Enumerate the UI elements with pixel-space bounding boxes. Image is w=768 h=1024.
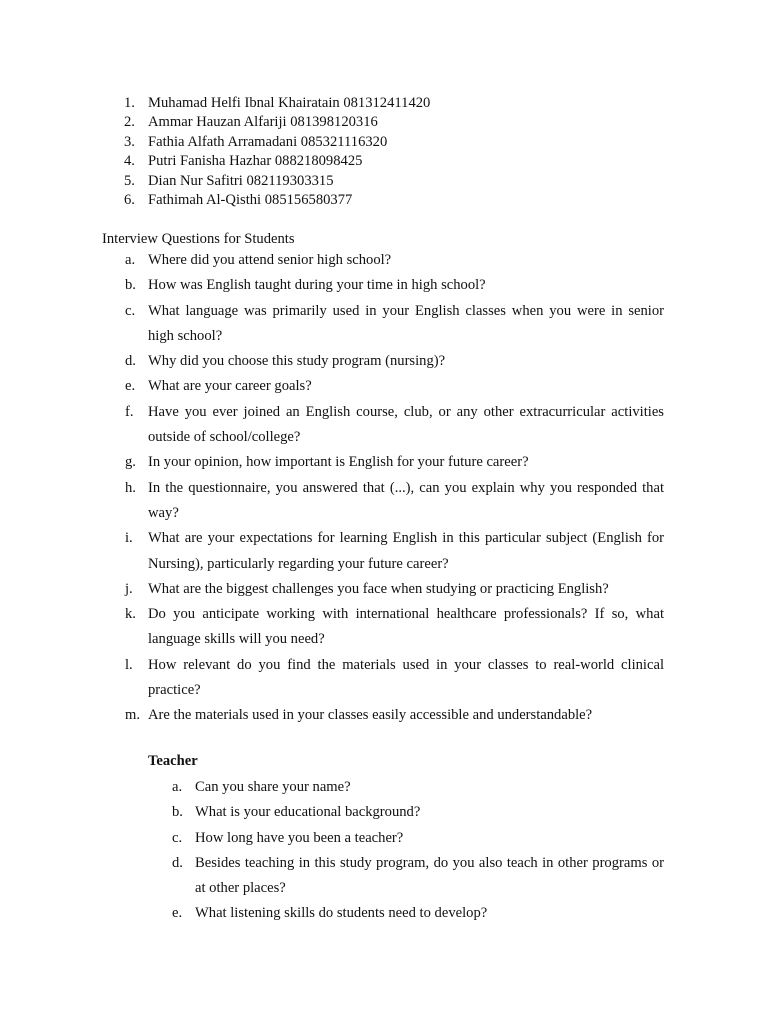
question-text: Where did you attend senior high school? <box>148 252 392 268</box>
list-letter: d. <box>125 353 136 370</box>
question-item <box>0 476 664 527</box>
list-letter: b. <box>172 804 183 821</box>
list-letter: c. <box>125 302 136 319</box>
list-letter: a. <box>125 252 136 268</box>
question-text: Have you ever joined an English course, club, or any other extracurricular activities outside of school/college? <box>148 403 664 446</box>
list-number: 5. <box>124 172 135 189</box>
list-letter: a. <box>172 779 183 795</box>
question-item <box>0 775 664 800</box>
list-number: 2. <box>124 114 135 131</box>
member-text: Fathimah Al-Qisthi 085156580377 <box>148 191 353 208</box>
question-text: In your opinion, how important is English for your future career? <box>148 454 529 471</box>
member-text: Fathia Alfath Arramadani 085321116320 <box>148 133 388 150</box>
list-number: 3. <box>124 133 135 150</box>
student-questions-list <box>0 248 768 729</box>
member-item <box>0 152 768 171</box>
question-item <box>0 851 664 902</box>
list-letter: b. <box>125 277 136 294</box>
question-text: What are your expectations for learning English in this particular subject (English for Nursing), particularly regarding your future career? <box>148 530 664 572</box>
list-letter: e. <box>172 905 183 922</box>
question-item <box>0 800 664 825</box>
list-letter: h. <box>125 479 136 496</box>
question-item <box>0 826 664 851</box>
question-item <box>0 349 664 374</box>
question-text: Are the materials used in your classes easily accessible and understandable? <box>148 707 593 724</box>
question-item <box>0 400 664 451</box>
list-letter: k. <box>125 606 136 623</box>
list-letter: l. <box>125 656 133 673</box>
list-number: 6. <box>124 191 135 208</box>
question-text: Do you anticipate working with international healthcare professionals? If so, what language skills will you need? <box>148 606 664 648</box>
question-item <box>0 653 664 704</box>
question-text: What listening skills do students need to develop? <box>195 905 488 922</box>
question-item <box>0 374 664 399</box>
question-item <box>0 450 664 475</box>
list-letter: m. <box>125 707 140 724</box>
question-text: What language was primarily used in your English classes when you were in senior high school? <box>148 302 664 344</box>
list-number: 4. <box>124 153 135 170</box>
list-letter: d. <box>172 854 183 871</box>
question-item <box>0 703 664 728</box>
member-item <box>0 94 768 113</box>
list-letter: f. <box>125 403 134 420</box>
teacher-questions-list <box>0 775 768 927</box>
member-item <box>0 172 768 191</box>
question-text: Can you share your name? <box>195 779 351 795</box>
question-text: How was English taught during your time in high school? <box>148 277 486 294</box>
question-text: Besides teaching in this study program, do you also teach in other programs or at other places? <box>195 854 664 897</box>
member-text: Muhamad Helfi Ibnal Khairatain 081312411420 <box>148 95 431 111</box>
member-text: Ammar Hauzan Alfariji 081398120316 <box>148 114 378 131</box>
list-letter: g. <box>125 454 136 471</box>
question-item <box>0 901 664 926</box>
list-letter: e. <box>125 378 136 395</box>
question-item <box>0 273 664 298</box>
member-text: Dian Nur Safitri 082119303315 <box>148 172 334 189</box>
question-text: What are your career goals? <box>148 378 312 395</box>
list-letter: c. <box>172 829 183 846</box>
question-text: Why did you choose this study program (nursing)? <box>148 353 446 370</box>
question-text: In the questionnaire, you answered that (...), can you explain why you responded that way? <box>148 479 664 521</box>
list-letter: j. <box>125 580 133 597</box>
question-item <box>0 602 664 653</box>
question-item <box>0 299 664 350</box>
question-text: How relevant do you find the materials used in your classes to real-world clinical practice? <box>148 656 664 699</box>
question-item <box>0 577 664 602</box>
question-item <box>0 248 664 273</box>
teacher-section-heading: Teacher <box>148 753 198 769</box>
question-text: How long have you been a teacher? <box>195 829 404 846</box>
member-text: Putri Fanisha Hazhar 088218098425 <box>148 153 363 170</box>
students-section-heading: Interview Questions for Students <box>102 231 295 247</box>
member-item <box>0 133 768 152</box>
question-text: What is your educational background? <box>195 804 421 821</box>
list-letter: i. <box>125 530 133 547</box>
member-item <box>0 113 768 132</box>
list-number: 1. <box>124 95 135 111</box>
member-item <box>0 191 768 210</box>
question-item <box>0 526 664 577</box>
question-text: What are the biggest challenges you face when studying or practicing English? <box>148 580 609 597</box>
group-members-list <box>0 94 768 210</box>
